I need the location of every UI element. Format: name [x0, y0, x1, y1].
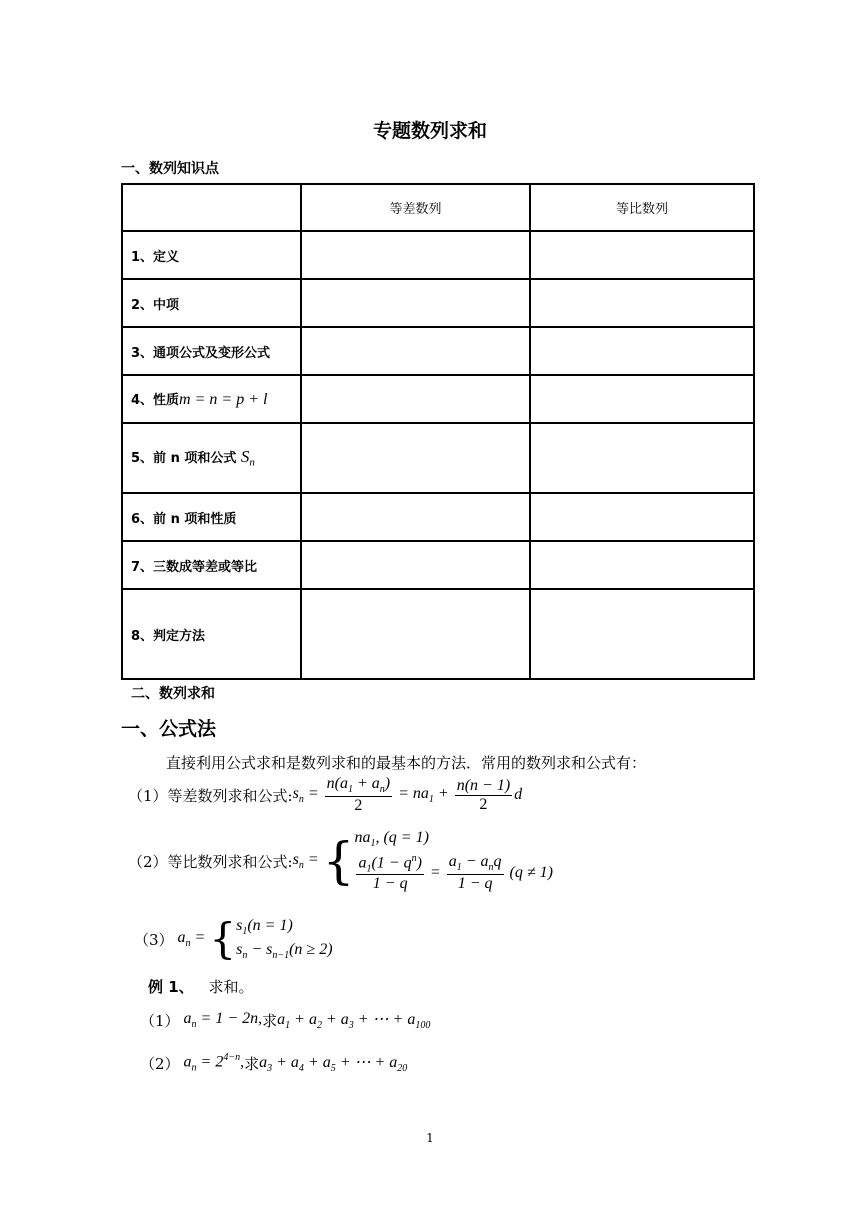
sum-symbol: S [240, 447, 250, 467]
knowledge-table [121, 183, 755, 680]
table-cell [301, 493, 530, 541]
row-label-text: 4、性质 [131, 393, 180, 408]
formula-label: （2）等比数列求和公式: [128, 852, 293, 871]
table-cell [530, 541, 754, 589]
table-row [122, 375, 754, 423]
table-cell [530, 231, 754, 279]
example-text: 求和。 [208, 978, 254, 996]
intro-paragraph: 直接利用公式求和是数列求和的最基本的方法．常用的数列求和公式有： [166, 754, 647, 772]
table-row [122, 423, 754, 493]
section-heading-knowledge: 一、数列知识点 [121, 161, 219, 177]
example-item-2: （2） $a_n = 2^{4-n}$, 求 $a_3 + a_4 + a_5$ + ⋯ + $a_{20}$ [140, 1052, 408, 1075]
table-row [122, 279, 754, 327]
item-label: （1） [140, 1011, 180, 1030]
property-formula: m = n = p + l [179, 391, 268, 408]
row-label: 5、前 n 项和公式 $S_n$ [122, 423, 301, 493]
table-cell [530, 493, 754, 541]
table-row [122, 541, 754, 589]
row-label: 6、前 n 项和性质 [122, 493, 301, 541]
formula-label: （3） [134, 930, 174, 949]
table-cell [301, 327, 530, 375]
table-cell [530, 279, 754, 327]
table-row [122, 327, 754, 375]
formula-geometric-sum: （2）等比数列求和公式: $s_n$ = { $na_1$, (q = 1) $\frac{a_1(1 - q^n)}{1 - q}$ = $\frac{a_1 - a_nq}{1 - q}$ (q ≠ 1) [128, 828, 553, 893]
row-label: 1、定义 [122, 231, 301, 279]
table-cell [530, 589, 754, 679]
page-number: 1 [426, 1131, 434, 1145]
example-label: 例 1、 [148, 978, 194, 996]
formula-arithmetic-sum: （1）等差数列求和公式: $s_n$ = $\frac{n(a_1 + a_n)}{2}$ = $na_1$ + $\frac{n(n - 1)}{2}$ d [128, 775, 523, 814]
table-cell [530, 375, 754, 423]
section-heading-sum: 二、数列求和 [131, 686, 215, 702]
table-header-row [122, 184, 754, 231]
row-label: 3、通项公式及变形公式 [122, 327, 301, 375]
example-item-1: （1） $a_n = 1 - 2n$, 求 $a_1 + a_2 + a_3$ + ⋯ + $a_{100}$ [140, 1010, 431, 1032]
section-heading-formula-method: 一、公式法 [121, 718, 217, 740]
table-header-cell: 等比数列 [530, 184, 754, 231]
item-verb: 求 [244, 1054, 260, 1073]
table-header-cell [122, 184, 301, 231]
row-label-text: 5、前 n 项和公式 [131, 451, 237, 467]
example-heading [148, 976, 253, 997]
table-cell [301, 375, 530, 423]
table-cell [301, 279, 530, 327]
formula-label: （1）等差数列求和公式: [128, 786, 293, 805]
table-row [122, 231, 754, 279]
table-row [122, 493, 754, 541]
row-label: 2、中项 [122, 279, 301, 327]
table-cell [301, 231, 530, 279]
page-title: 专题数列求和 [372, 120, 487, 142]
row-label: 7、三数成等差或等比 [122, 541, 301, 589]
item-verb: 求 [262, 1011, 278, 1030]
table-cell [530, 423, 754, 493]
table-cell [301, 541, 530, 589]
row-label [122, 375, 301, 423]
row-label: 8、判定方法 [122, 589, 301, 679]
formula-general-term: （3） $a_n$ = { $s_1(n = 1)$ $s_n - s_{n-1}(n \ge 2)$ [134, 914, 333, 963]
table-cell [301, 589, 530, 679]
table-cell [301, 423, 530, 493]
item-label: （2） [140, 1054, 180, 1073]
table-header-cell: 等差数列 [301, 184, 530, 231]
table-cell [530, 327, 754, 375]
table-row [122, 589, 754, 679]
